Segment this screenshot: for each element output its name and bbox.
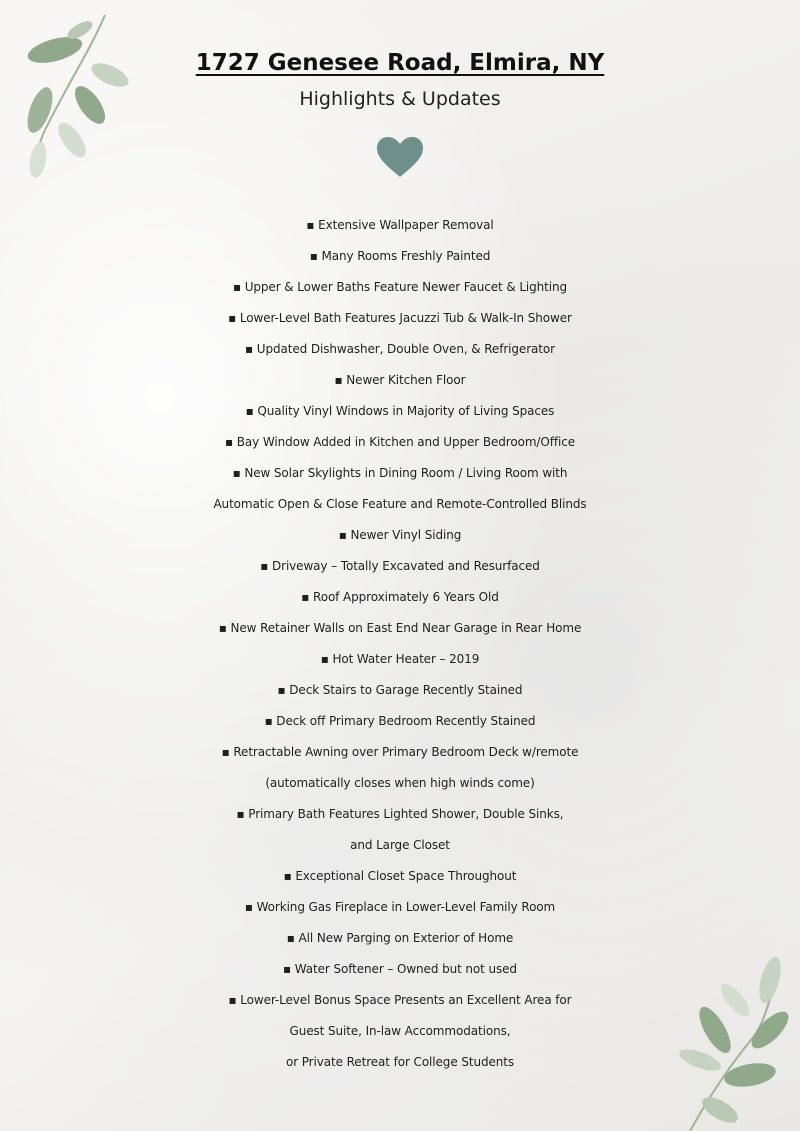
list-item: ▪ Hot Water Heater – 2019 [320,652,480,666]
list-item-continuation: Automatic Open & Close Feature and Remote-Controlled Blinds [213,497,587,511]
list-item-continuation: Guest Suite, In-law Accommodations, [289,1024,511,1038]
list-item: ▪ Many Rooms Freshly Painted [309,249,491,263]
list-item-continuation: or Private Retreat for College Students [285,1055,515,1069]
heart-icon [375,135,425,179]
list-item-continuation: and Large Closet [350,838,450,852]
list-item: ▪ Lower-Level Bath Features Jacuzzi Tub & Walk-In Shower [228,311,572,325]
list-item: ▪ Roof Approximately 6 Years Old [301,590,499,604]
page-subtitle: Highlights & Updates [299,88,501,110]
list-item: ▪ New Retainer Walls on East End Near Garage in Rear Home [218,621,582,635]
list-item: ▪ Upper & Lower Baths Feature Newer Faucet & Lighting [232,280,568,294]
list-item: ▪ Exceptional Closet Space Throughout [283,869,517,883]
page-title: 1727 Genesee Road, Elmira, NY [195,50,605,76]
list-item: ▪ Extensive Wallpaper Removal [306,218,494,232]
list-item: ▪ Newer Vinyl Siding [338,528,462,542]
list-item: ▪ Primary Bath Features Lighted Shower, Double Sinks, [236,807,564,821]
list-item: ▪ Quality Vinyl Windows in Majority of Living Spaces [245,404,555,418]
list-item: ▪ Driveway – Totally Excavated and Resurfaced [260,559,540,573]
list-item: ▪ Water Softener – Owned but not used [283,962,517,976]
list-item: ▪ Deck Stairs to Garage Recently Stained [277,683,523,697]
list-item: ▪ Newer Kitchen Floor [334,373,466,387]
list-item: ▪ All New Parging on Exterior of Home [286,931,514,945]
list-item-continuation: (automatically closes when high winds come) [265,776,535,790]
list-item: ▪ Updated Dishwasher, Double Oven, & Refrigerator [245,342,555,356]
list-item: ▪ Bay Window Added in Kitchen and Upper Bedroom/Office [225,435,575,449]
list-item: ▪ Retractable Awning over Primary Bedroom Deck w/remote [221,745,579,759]
list-item: ▪ New Solar Skylights in Dining Room / Living Room with [232,466,568,480]
list-item: ▪ Lower-Level Bonus Space Presents an Excellent Area for [228,993,572,1007]
highlights-list [0,210,800,1078]
list-item: ▪ Working Gas Fireplace in Lower-Level Family Room [244,900,556,914]
list-item: ▪ Deck off Primary Bedroom Recently Stained [264,714,536,728]
